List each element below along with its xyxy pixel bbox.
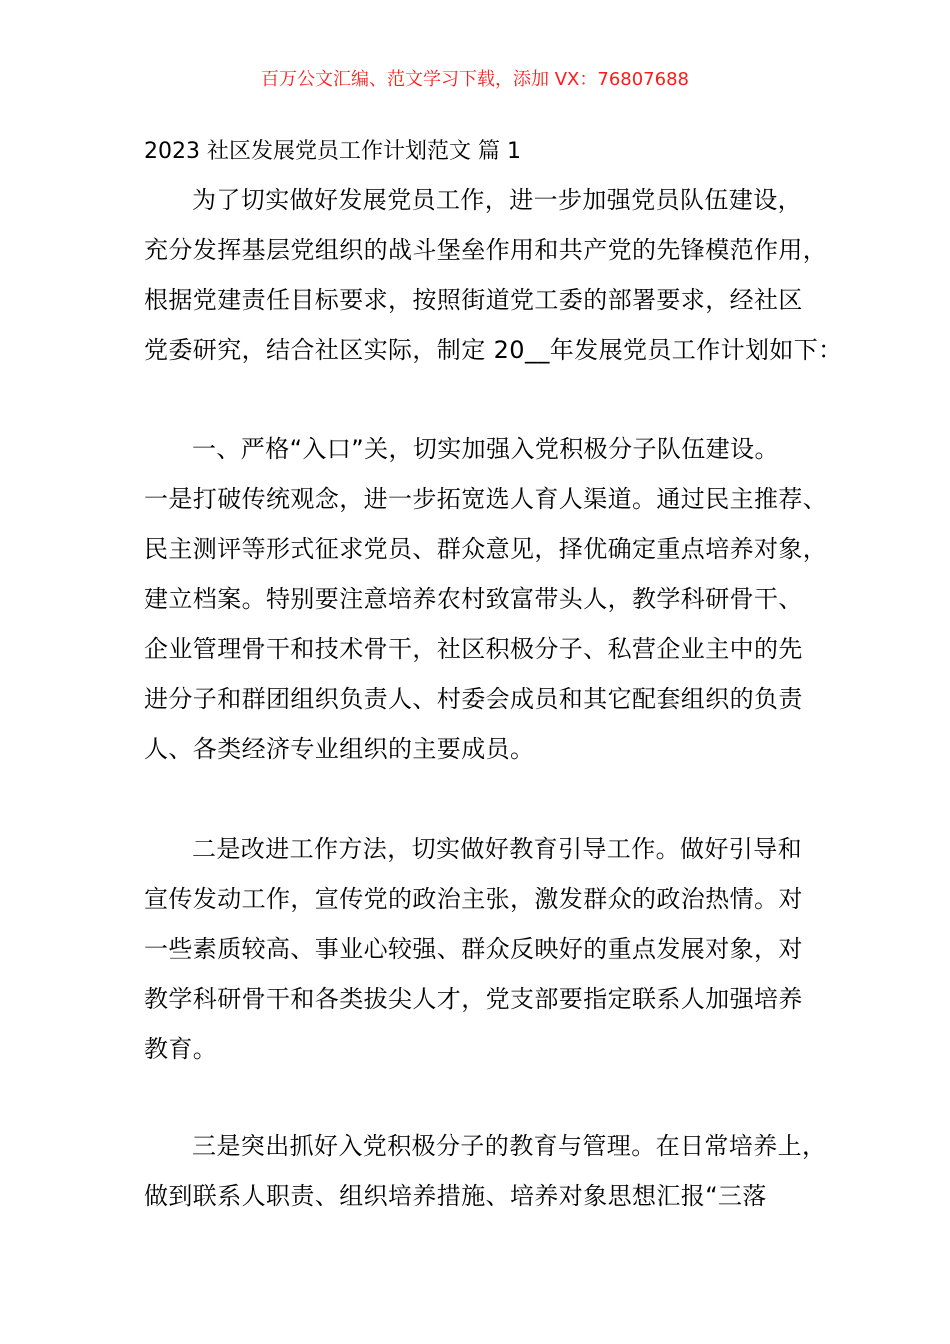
paragraph-line: 人、各类经济专业组织的主要成员。 [144,735,535,763]
header-note: 百万公文汇编、范文学习下载，添加 VX：76807688 [261,69,689,90]
paragraph-line: 充分发挥基层党组织的战斗堡垒作用和共产党的先锋模范作用， [144,236,828,264]
paragraph-point-three [144,1121,844,1221]
paragraph-point-two [144,824,844,1074]
paragraph-line: 企业管理骨干和技术骨干，社区积极分子、私营企业主中的先 [144,635,803,663]
paragraph-line: 一是打破传统观念，进一步拓宽选人育人渠道。通过民主推荐、 [144,485,828,513]
paragraph-line: 进分子和群团组织负责人、村委会成员和其它配套组织的负责 [144,685,803,713]
paragraph-intro [144,175,844,375]
paragraph-line: 根据党建责任目标要求，按照街道党工委的部署要求，经社区 [144,286,803,314]
paragraph-line: 教育。 [144,1035,218,1063]
paragraph-line: 教学科研骨干和各类拔尖人才，党支部要指定联系人加强培养 [144,985,803,1013]
paragraph-line: 宣传发动工作，宣传党的政治主张，激发群众的政治热情。对 [144,885,803,913]
paragraph-line: 一、严格“入口”关，切实加强入党积极分子队伍建设。 [192,435,779,463]
paragraph-line: 为了切实做好发展党员工作，进一步加强党员队伍建设， [192,186,802,214]
paragraph-line: 民主测评等形式征求党员、群众意见，择优确定重点培养对象， [144,535,828,563]
paragraph-section-one [144,424,844,774]
paragraph-line: 建立档案。特别要注意培养农村致富带头人，教学科研骨干、 [144,585,803,613]
paragraph-line: 二是改进工作方法，切实做好教育引导工作。做好引导和 [192,835,802,863]
paragraph-line: 党委研究，结合社区实际，制定 20__年发展党员工作计划如下： [144,336,843,364]
paragraph-line: 三是突出抓好入党积极分子的教育与管理。在日常培养上， [192,1132,827,1160]
document-title: 2023 社区发展党员工作计划范文 篇 1 [144,139,521,164]
paragraph-line: 一些素质较高、事业心较强、群众反映好的重点发展对象，对 [144,935,803,963]
paragraph-line: 做到联系人职责、组织培养措施、培养对象思想汇报“三落 [144,1182,767,1210]
